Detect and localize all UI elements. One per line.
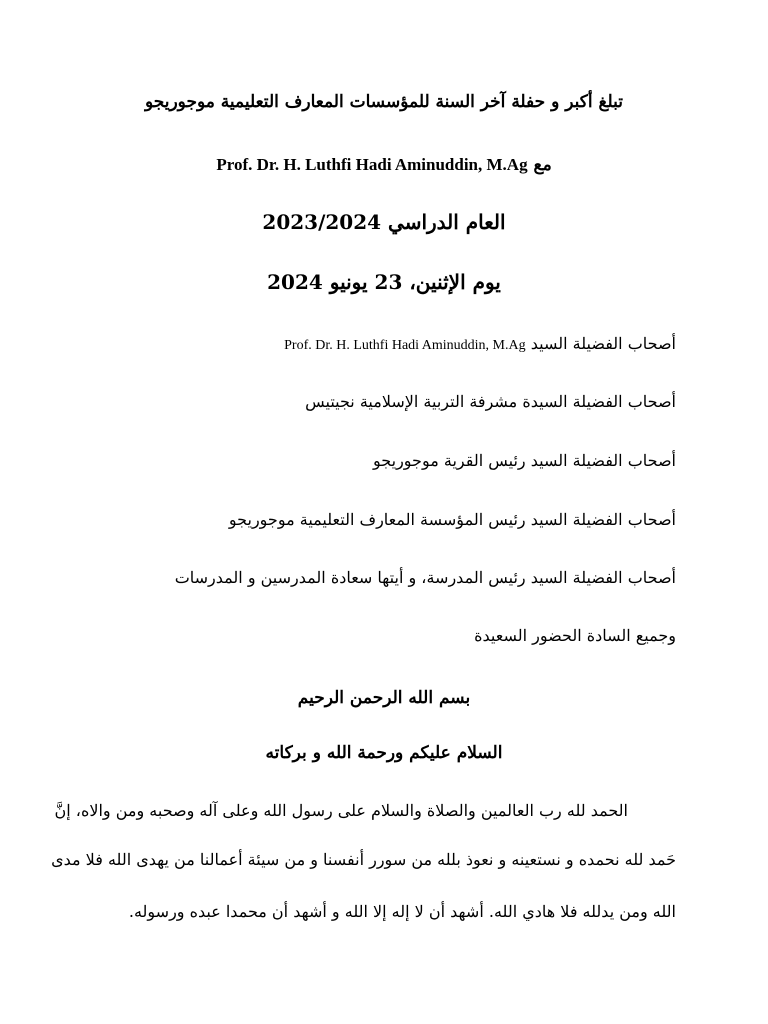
heading-line-2-arabic: مع (533, 155, 552, 175)
paragraph-line-3: الله ومن يدلله فلا هادي الله. أشهد أن لا إله إلا الله و أشهد أن محمدا عبده ورسوله. (128, 902, 676, 921)
greeting-line-5: أصحاب الفضيلة السيد رئيس المدرسة، و أيتها سعادة المدرسين و المدرسات (174, 568, 676, 587)
greeting-line-4: أصحاب الفضيلة السيد رئيس المؤسسة المعارف التعليمية موجوريجو (228, 510, 676, 529)
greeting-line-2: أصحاب الفضيلة السيدة مشرفة التربية الإسلامية نجيتيس (305, 392, 676, 411)
greeting-line-6: وجميع السادة الحضور السعيدة (474, 626, 676, 645)
heading-line-1: تبلغ أكبر و حفلة آخر السنة للمؤسسات المعارف التعليمية موجوريجو (144, 92, 623, 112)
greeting-line-1-arabic: أصحاب الفضيلة السيد (530, 334, 676, 353)
paragraph-line-2: حَمد لله نحمده و نستعينه و نعوذ بلله من سورر أنفسنا و من سيئة أعمالنا من يهدى الله فلا مدى (51, 850, 676, 869)
heading-academic-year: العام الدراسي 2023/2024 (262, 210, 506, 234)
heading-line-2 (0, 156, 768, 174)
heading-date: يوم الإثنين، 23 يونيو 2024 (267, 270, 501, 294)
paragraph-line-1: الحمد لله رب العالمين والصلاة والسلام على رسول الله وعلى آله وصحبه ومن والاه، إنَّ (54, 801, 628, 820)
basmala-heading: بسم الله الرحمن الرحيم (297, 688, 471, 708)
greeting-line-1 (284, 336, 676, 353)
salam-heading: السلام عليكم ورحمة الله و بركاته (265, 743, 503, 763)
heading-line-2-name: Prof. Dr. H. Luthfi Hadi Aminuddin, M.Ag (216, 155, 528, 174)
greeting-line-3: أصحاب الفضيلة السيد رئيس القرية موجوريجو (373, 451, 676, 470)
greeting-line-1-name: Prof. Dr. H. Luthfi Hadi Aminuddin, M.Ag (284, 338, 526, 353)
